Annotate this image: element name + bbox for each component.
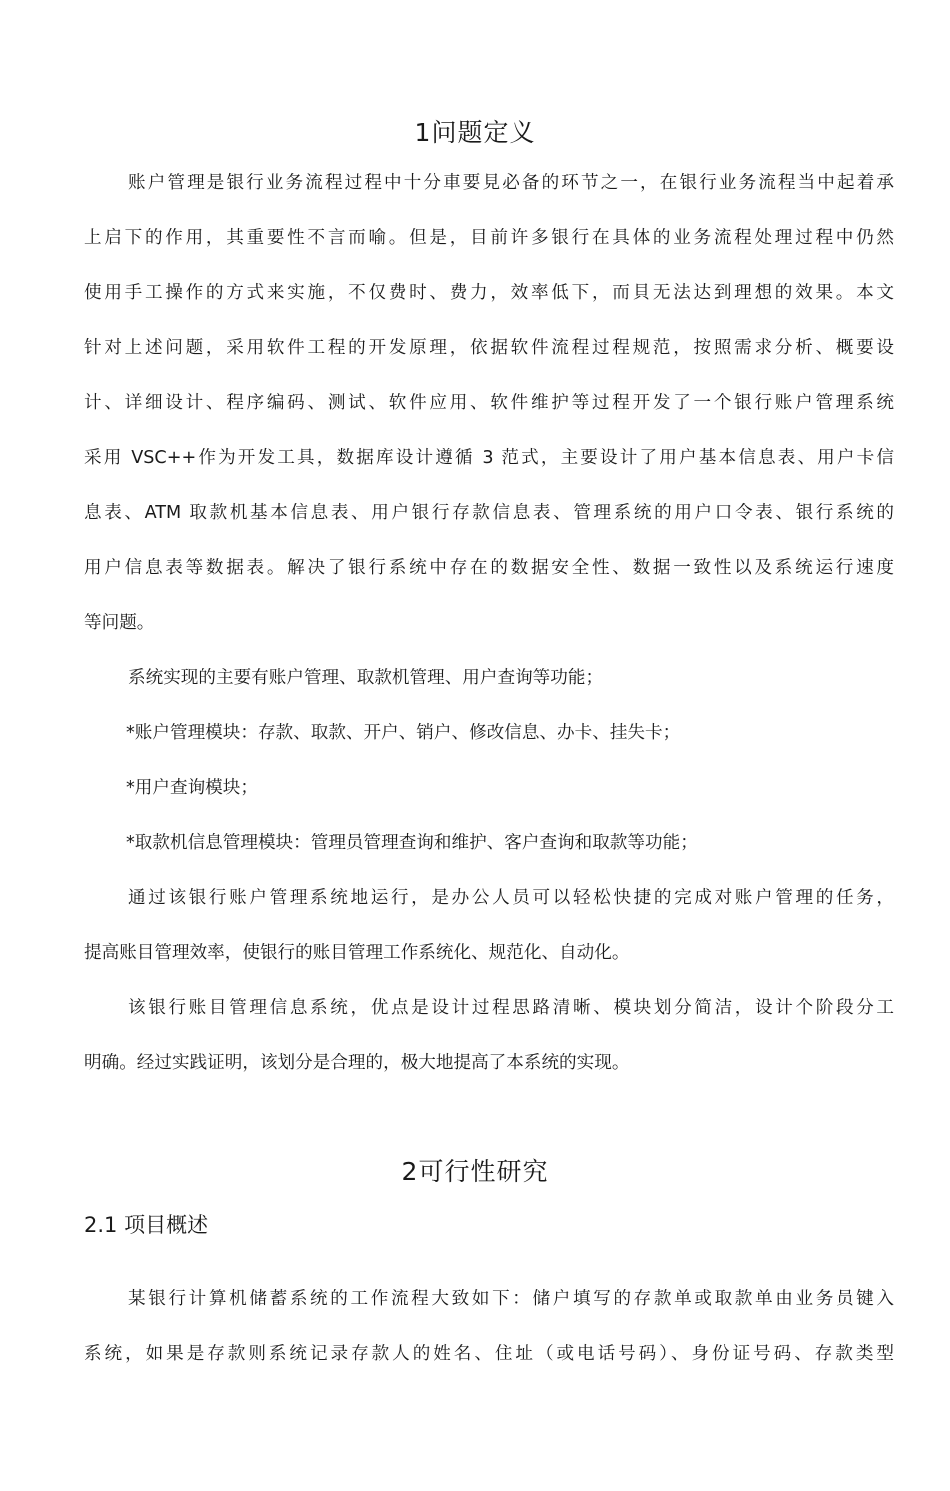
section-2-heading: 2可行性研究: [401, 1157, 549, 1186]
paragraph-line: 采用 VSC++作为开发工具，数据库设计遵循 3 范式，主要设计了用户基本信息表、用户卡信: [84, 448, 894, 468]
paragraph-line: 计、详细设计、程序编码、测试、软件应用、软件维护等过程开发了一个银行账户管理系统: [84, 393, 894, 413]
paragraph-line: 用户信息表等数据表。解决了银行系统中存在的数据安全性、数据一致性以及系统运行速度: [84, 558, 894, 578]
bullet-item: *账户管理模块：存款、取款、开户、销户、修改信息、办卡、挂失卡；: [126, 723, 681, 743]
paragraph-line: 某银行计算机储蓄系统的工作流程大致如下：储户填写的存款单或取款单由业务员键入: [128, 1289, 894, 1309]
paragraph-line: 等问题。: [84, 613, 155, 633]
paragraph-line: 该银行账目管理信息系统，优点是设计过程思路清晰、模块划分简洁，设计个阶段分工: [128, 998, 894, 1018]
paragraph-line: 系统，如果是存款则系统记录存款人的姓名、住址（或电话号码）、身份证号码、存款类型: [84, 1344, 894, 1364]
paragraph-line: 账户管理是银行业务流程过程中十分車要見必备的环节之一，在银行业务流程当中起着承: [128, 173, 894, 193]
paragraph-line: 通过该银行账户管理系统地运行，是办公人员可以轻松快捷的完成对账户管理的任务，: [128, 888, 894, 908]
bullet-item: *用户查询模块；: [126, 778, 258, 798]
bullet-item: *取款机信息管理模块：管理员管理查询和维护、客户查询和取款等功能；: [126, 833, 698, 853]
section-1-heading: 1问题定义: [414, 118, 536, 147]
paragraph-line: 系统实现的主要有账户管理、取款机管理、用户查询等功能；: [128, 668, 604, 688]
paragraph-line: 使用手工操作的方式来实施，不仅费时、费力，效率低下，而貝无法达到理想的效果。本文: [84, 283, 894, 303]
paragraph-line: 上启下的作用，其重要性不言而喻。但是，目前许多银行在具体的业务流程处理过程中仍然: [84, 228, 894, 248]
paragraph-line: 明确。经过实践证明，该划分是合理的，极大地提高了本系统的实现。: [84, 1053, 630, 1073]
subsection-2-1-heading: 2.1 项目概述: [84, 1213, 209, 1237]
paragraph-line: 息表、ATM 取款机基本信息表、用户银行存款信息表、管理系统的用户口令表、银行系统的: [84, 503, 894, 523]
paragraph-line: 提高账目管理效率，使银行的账目管理工作系统化、规范化、自动化。: [84, 943, 630, 963]
paragraph-line: 针对上述问题，采用软件工程的开发原理，依据软件流程过程规范，按照需求分析、概要设: [84, 338, 894, 358]
